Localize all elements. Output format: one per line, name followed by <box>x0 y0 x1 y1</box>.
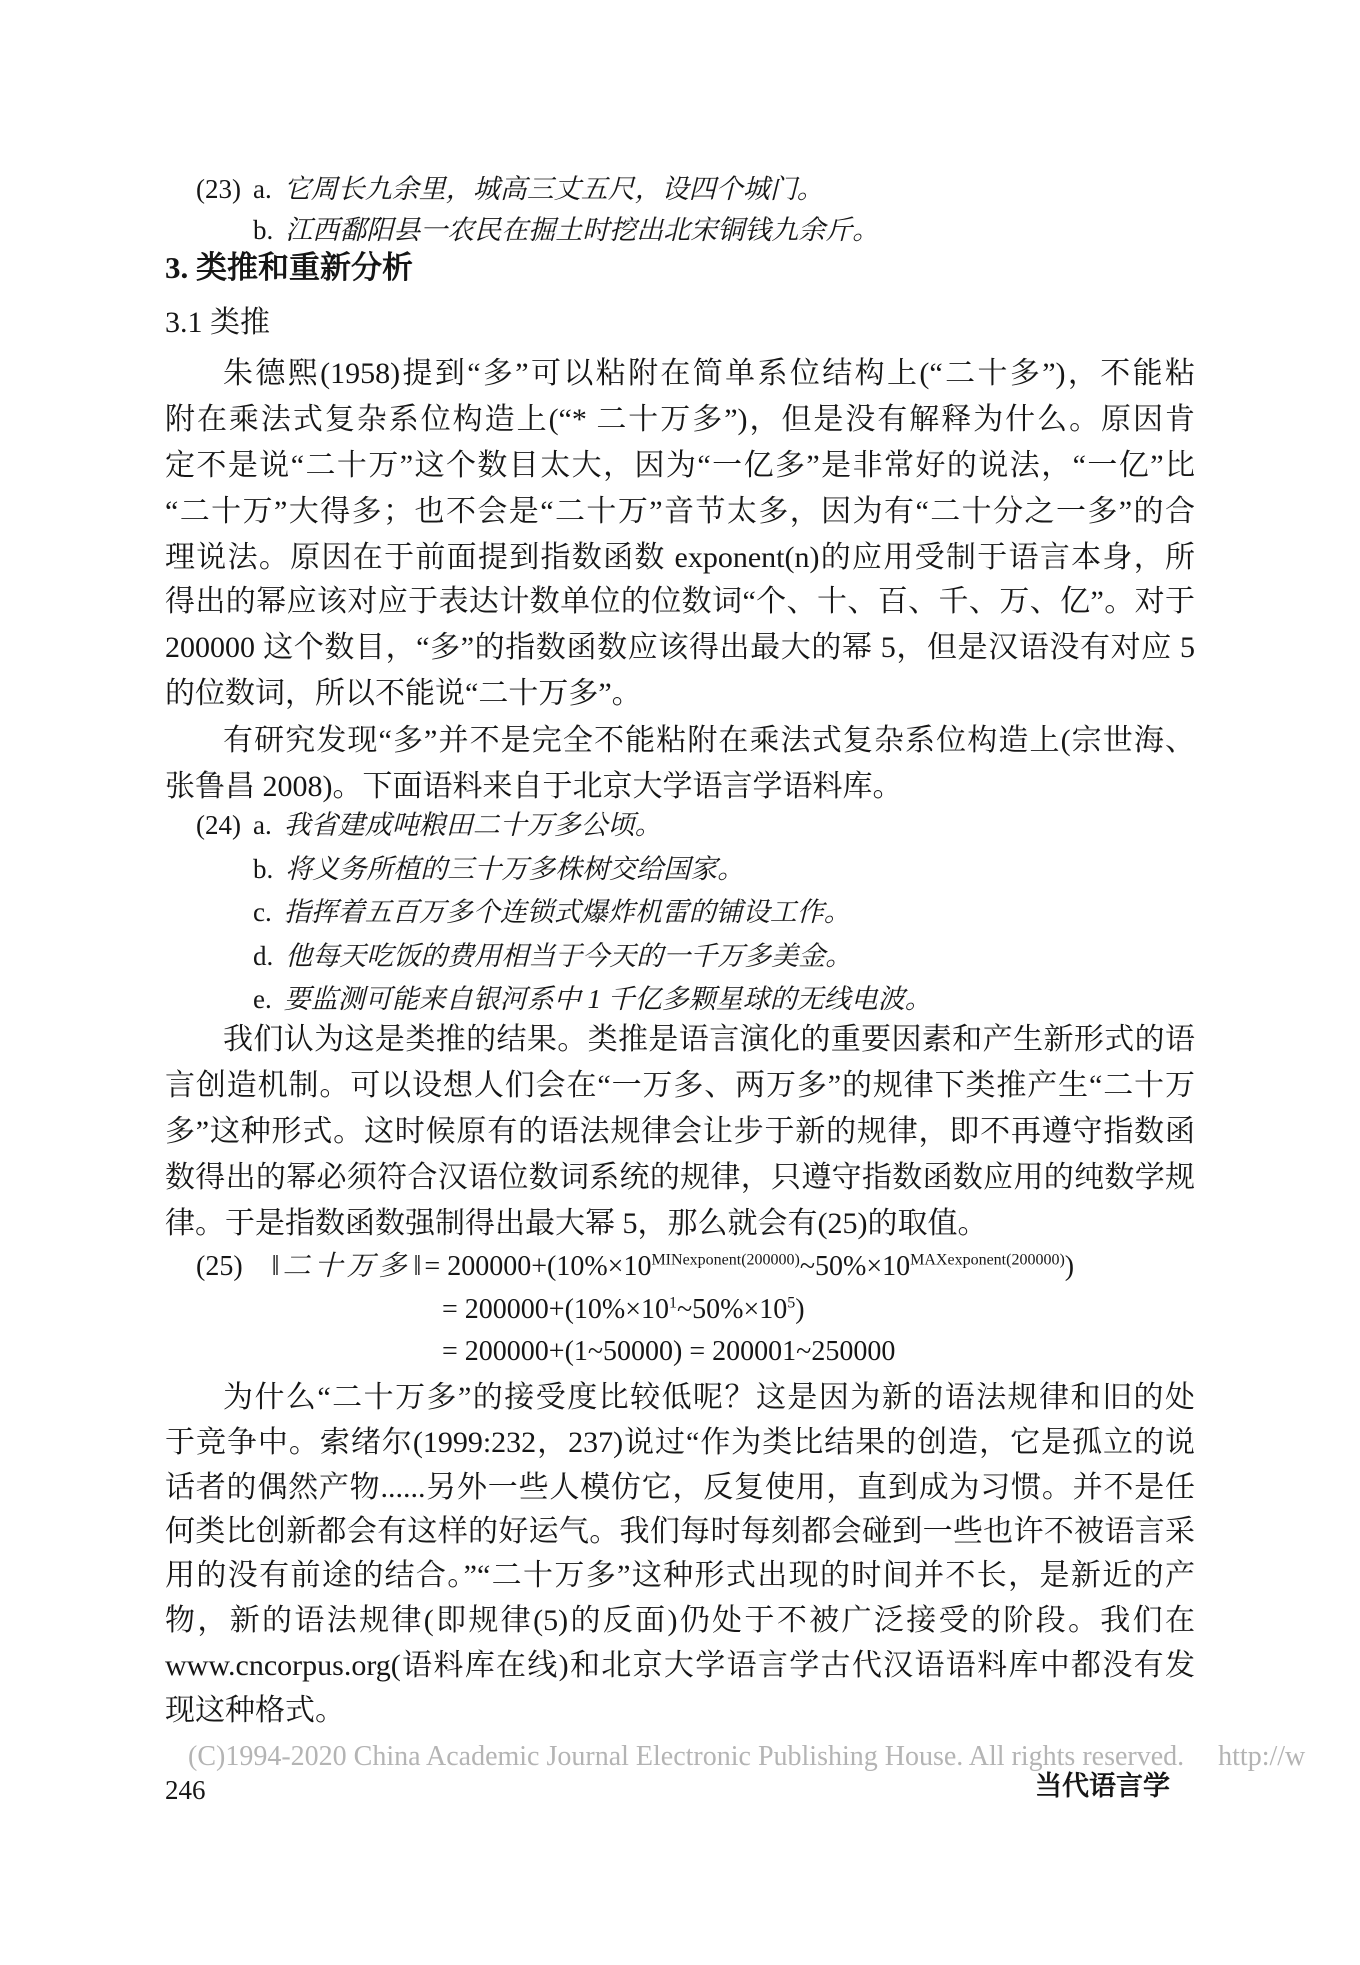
paragraph-line: 现这种格式。 <box>165 1694 345 1727</box>
formula-body: = 200000+(10%×10 <box>424 1251 652 1282</box>
paragraph-line: 有研究发现“多”并不是完全不能粘附在乘法式复杂系位构造上(宗世海、 <box>223 724 1195 757</box>
example-item-text: 江西鄱阳县一农民在掘土时挖出北宋铜钱九余斤。 <box>285 215 880 245</box>
example-23-label: (23) <box>196 174 241 204</box>
formula-25-label: (25) <box>196 1251 243 1282</box>
example-item-letter: e. <box>253 984 272 1014</box>
example-item-letter: d. <box>253 941 274 971</box>
formula-exponent: 1 <box>669 1294 678 1312</box>
formula-25-line-3: = 200000+(1~50000) = 200001~250000 <box>442 1336 896 1367</box>
formula-body: ) <box>795 1294 805 1325</box>
paragraph-line: 用的没有前途的结合。”“二十万多”这种形式出现的时间并不长，是新近的产 <box>165 1559 1195 1592</box>
paragraph-line: 数得出的幂必须符合汉语位数词系统的规律，只遵守指数函数应用的纯数学规 <box>165 1161 1195 1194</box>
example-24-label: (24) <box>196 810 241 840</box>
paragraph-line: www.cncorpus.org(语料库在线)和北京大学语言学古代汉语语料库中都没有发 <box>165 1649 1195 1682</box>
copyright-watermark <box>188 1740 1305 1774</box>
example-24-item-e <box>253 978 932 1020</box>
paragraph-line: 朱德熙(1958)提到“多”可以粘附在简单系位结构上(“二十多”)，不能粘 <box>223 357 1195 390</box>
formula-exponent: MINexponent(200000) <box>651 1251 800 1269</box>
copyright-text: (C)1994-2020 China Academic Journal Electronic Publishing House. All rights reserved. <box>188 1741 1185 1772</box>
formula-25-line-1 <box>196 1247 1074 1287</box>
example-item-text: 将义务所植的三十万多株树交给国家。 <box>285 854 745 884</box>
formula-body: ~50%×10 <box>799 1251 911 1282</box>
paragraph-line: 何类比创新都会有这样的好运气。我们每时每刻都会碰到一些也许不被语言采 <box>165 1515 1195 1548</box>
paragraph-line: 定不是说“二十万”这个数目太大，因为“一亿多”是非常好的说法，“一亿”比 <box>165 449 1195 482</box>
paragraph-line: 言创造机制。可以设想人们会在“一万多、两万多”的规律下类推产生“二十万 <box>165 1069 1195 1102</box>
paragraph-line: 200000 这个数目，“多”的指数函数应该得出最大的幂 5，但是汉语没有对应 5 <box>165 631 1195 664</box>
paragraph-line: 的位数词，所以不能说“二十万多”。 <box>165 677 642 710</box>
example-item-text: 它周长九余里，城高三丈五尺，设四个城门。 <box>283 174 824 204</box>
formula-body: ~50%×10 <box>677 1294 788 1325</box>
paragraph-line: 于竞争中。索绪尔(1999:232，237)说过“作为类比结果的创造，它是孤立的说 <box>165 1426 1195 1459</box>
example-23-item-a <box>196 168 824 210</box>
example-24-item-c <box>253 891 851 933</box>
paragraph-line: 张鲁昌 2008)。下面语料来自于北京大学语言学语料库。 <box>165 770 903 803</box>
formula-25-line-2 <box>442 1290 805 1330</box>
copyright-url-fragment: http://w <box>1218 1741 1306 1772</box>
formula-exponent: 5 <box>787 1294 796 1312</box>
example-item-text: 要监测可能来自银河系中 1 千亿多颗星球的无线电波。 <box>283 984 932 1014</box>
formula-term: 二十万多 <box>282 1251 411 1282</box>
example-24-item-a <box>196 804 662 846</box>
paragraph-line: 得出的幂应该对应于表达计数单位的位数词“个、十、百、千、万、亿”。对于 <box>165 585 1195 618</box>
journal-name: 当代语言学 <box>1035 1771 1170 1801</box>
formula-body: = 200000+(10%×10 <box>442 1294 670 1325</box>
section-3-1-subheading: 3.1 类推 <box>165 306 270 339</box>
paragraph-line: 律。于是指数函数强制得出最大幂 5，那么就会有(25)的取值。 <box>165 1207 988 1240</box>
double-bar-open: ‖ <box>271 1251 280 1282</box>
paragraph-line: 为什么“二十万多”的接受度比较低呢？这是因为新的语法规律和旧的处 <box>223 1381 1195 1414</box>
formula-exponent: MAXexponent(200000) <box>910 1251 1065 1269</box>
example-item-letter: b. <box>253 854 274 884</box>
example-item-text: 指挥着五百万多个连锁式爆炸机雷的铺设工作。 <box>283 897 851 927</box>
example-24-item-d <box>253 935 852 977</box>
paragraph-line: 附在乘法式复杂系位构造上(“* 二十万多”)，但是没有解释为什么。原因肯 <box>165 403 1195 436</box>
example-item-text: 他每天吃饭的费用相当于今天的一千万多美金。 <box>285 941 853 971</box>
example-24-item-b <box>253 848 744 890</box>
paragraph-line: “二十万”大得多；也不会是“二十万”音节太多，因为有“二十分之一多”的合 <box>165 495 1195 528</box>
example-23-item-b <box>253 209 879 251</box>
example-item-letter: a. <box>253 174 272 204</box>
paragraph-line: 话者的偶然产物......另外一些人模仿它，反复使用，直到成为习惯。并不是任 <box>165 1471 1195 1504</box>
formula-body: ) <box>1064 1251 1075 1282</box>
paragraph-line: 多”这种形式。这时候原有的语法规律会让步于新的规律，即不再遵守指数函 <box>165 1115 1195 1148</box>
paragraph-line: 我们认为这是类推的结果。类推是语言演化的重要因素和产生新形式的语 <box>223 1023 1195 1056</box>
example-item-letter: a. <box>253 810 272 840</box>
example-item-text: 我省建成吨粮田二十万多公顷。 <box>283 810 662 840</box>
example-item-letter: b. <box>253 215 274 245</box>
paragraph-line: 理说法。原因在于前面提到指数函数 exponent(n)的应用受制于语言本身，所 <box>165 541 1195 574</box>
section-3-heading: 3. 类推和重新分析 <box>165 250 413 285</box>
paragraph-line: 物，新的语法规律(即规律(5)的反面)仍处于不被广泛接受的阶段。我们在 <box>165 1604 1195 1637</box>
page-number: 246 <box>165 1775 206 1805</box>
double-bar-close: ‖ <box>413 1251 422 1282</box>
example-item-letter: c. <box>253 897 272 927</box>
